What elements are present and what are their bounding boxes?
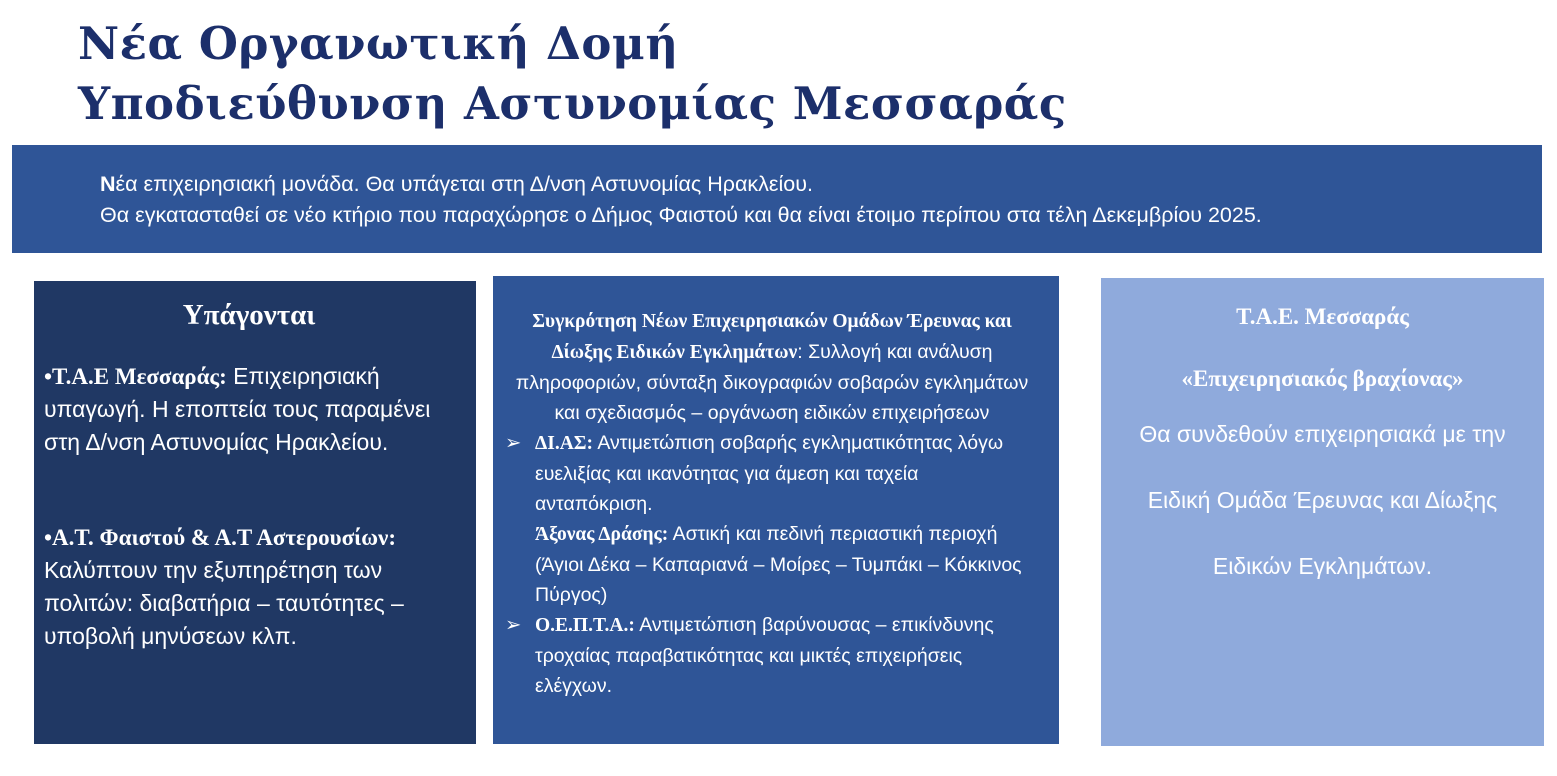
- bullet-dias-label: ΔΙ.ΑΣ:: [535, 433, 594, 454]
- panel-right-line-1: Θα συνδεθούν επιχειρησιακά με την: [1139, 421, 1506, 447]
- list-item-stations: [44, 521, 454, 653]
- bullet-oepta: [505, 610, 1039, 701]
- panel-right-subtitle: «Επιχειρησιακός βραχίονας»: [1181, 366, 1464, 391]
- banner-initial: Ν: [100, 172, 116, 196]
- bullet-dias-text: Αντιμετώπιση σοβαρής εγκληματικότητας λόγω ευελιξίας και ικανότητας για άμεση και ταχεία ανταπόκριση.: [535, 432, 1004, 515]
- axis-text: Αστική και πεδινή περιαστική περιοχή (Άγιοι Δέκα – Καπαριανά – Μοίρες – Τυμπάκι – Κόκκινος Πύργος): [535, 523, 1022, 606]
- banner-line-2: Θα εγκατασταθεί σε νέο κτήριο που παραχώρησε ο Δήμος Φαιστού και θα είναι έτοιμο περίπου στα τέλη Δεκεμβρίου 2025.: [100, 203, 1262, 227]
- bullet-dias-axis: [505, 519, 1039, 610]
- bullet-oepta-text: Αντιμετώπιση βαρύνουσας – επικίνδυνης τροχαίας παραβατικότητας και μικτές επιχειρήσεις ελέγχων.: [535, 614, 994, 697]
- page-title: [78, 14, 1067, 134]
- panel-new-teams: [493, 276, 1059, 744]
- title-line-2: Υποδιεύθυνση Αστυνομίας Μεσσαράς: [78, 77, 1067, 130]
- panel-right-line-3: Ειδικών Εγκλημάτων.: [1212, 553, 1433, 579]
- list-item-tae-text: Επιχειρησιακή υπαγωγή. Η εποπτεία τους παραμένει στη Δ/νση Αστυνομίας Ηρακλείου.: [44, 363, 431, 455]
- axis-label: Άξονας Δράσης:: [535, 524, 669, 545]
- arrow-bullet-icon: ➢: [505, 614, 522, 636]
- list-item-tae: [44, 360, 454, 459]
- panel-right-title: Τ.Α.Ε. Μεσσαράς: [1236, 304, 1409, 329]
- bullet-dias: [505, 428, 1039, 519]
- title-line-1: Νέα Οργανωτική Δομή: [78, 17, 679, 70]
- panel-subordinate-units: [34, 281, 476, 744]
- panel-left-heading: Υπάγονται: [182, 299, 316, 331]
- list-item-tae-label: •Τ.Α.Ε Μεσσαράς:: [44, 364, 227, 389]
- banner-line-1-text: έα επιχειρησιακή μονάδα. Θα υπάγεται στη Δ/νση Αστυνομίας Ηρακλείου.: [115, 172, 813, 196]
- list-item-stations-text: Καλύπτουν την εξυπηρέτηση των πολιτών: διαβατήρια – ταυτότητες – υποβολή μηνύσεων κλπ.: [44, 557, 404, 649]
- banner-line-1: [100, 169, 1542, 200]
- bullet-oepta-label: Ο.Ε.Π.Τ.Α.:: [535, 615, 635, 636]
- panel-right-line-2: Ειδική Ομάδα Έρευνας και Δίωξης: [1147, 487, 1498, 513]
- panel-tae-messaras: [1101, 278, 1544, 746]
- panel-middle-heading-text: : Συλλογή και ανάλυση πληροφοριών, σύνταξη δικογραφιών σοβαρών εγκλημάτων και σχεδιασμός – οργάνωση ειδικών επιχειρήσεων: [515, 341, 1029, 424]
- panel-middle-heading-bold: Συγκρότηση Νέων Επιχειρησιακών Ομάδων Έρευνας και Δίωξης Ειδικών Εγκλημάτων: [532, 311, 1012, 363]
- info-banner: [12, 145, 1542, 253]
- arrow-bullet-icon: ➢: [505, 432, 522, 454]
- panel-middle-heading: [505, 306, 1039, 428]
- list-item-stations-label: •Α.Τ. Φαιστού & Α.Τ Αστερουσίων:: [44, 525, 396, 550]
